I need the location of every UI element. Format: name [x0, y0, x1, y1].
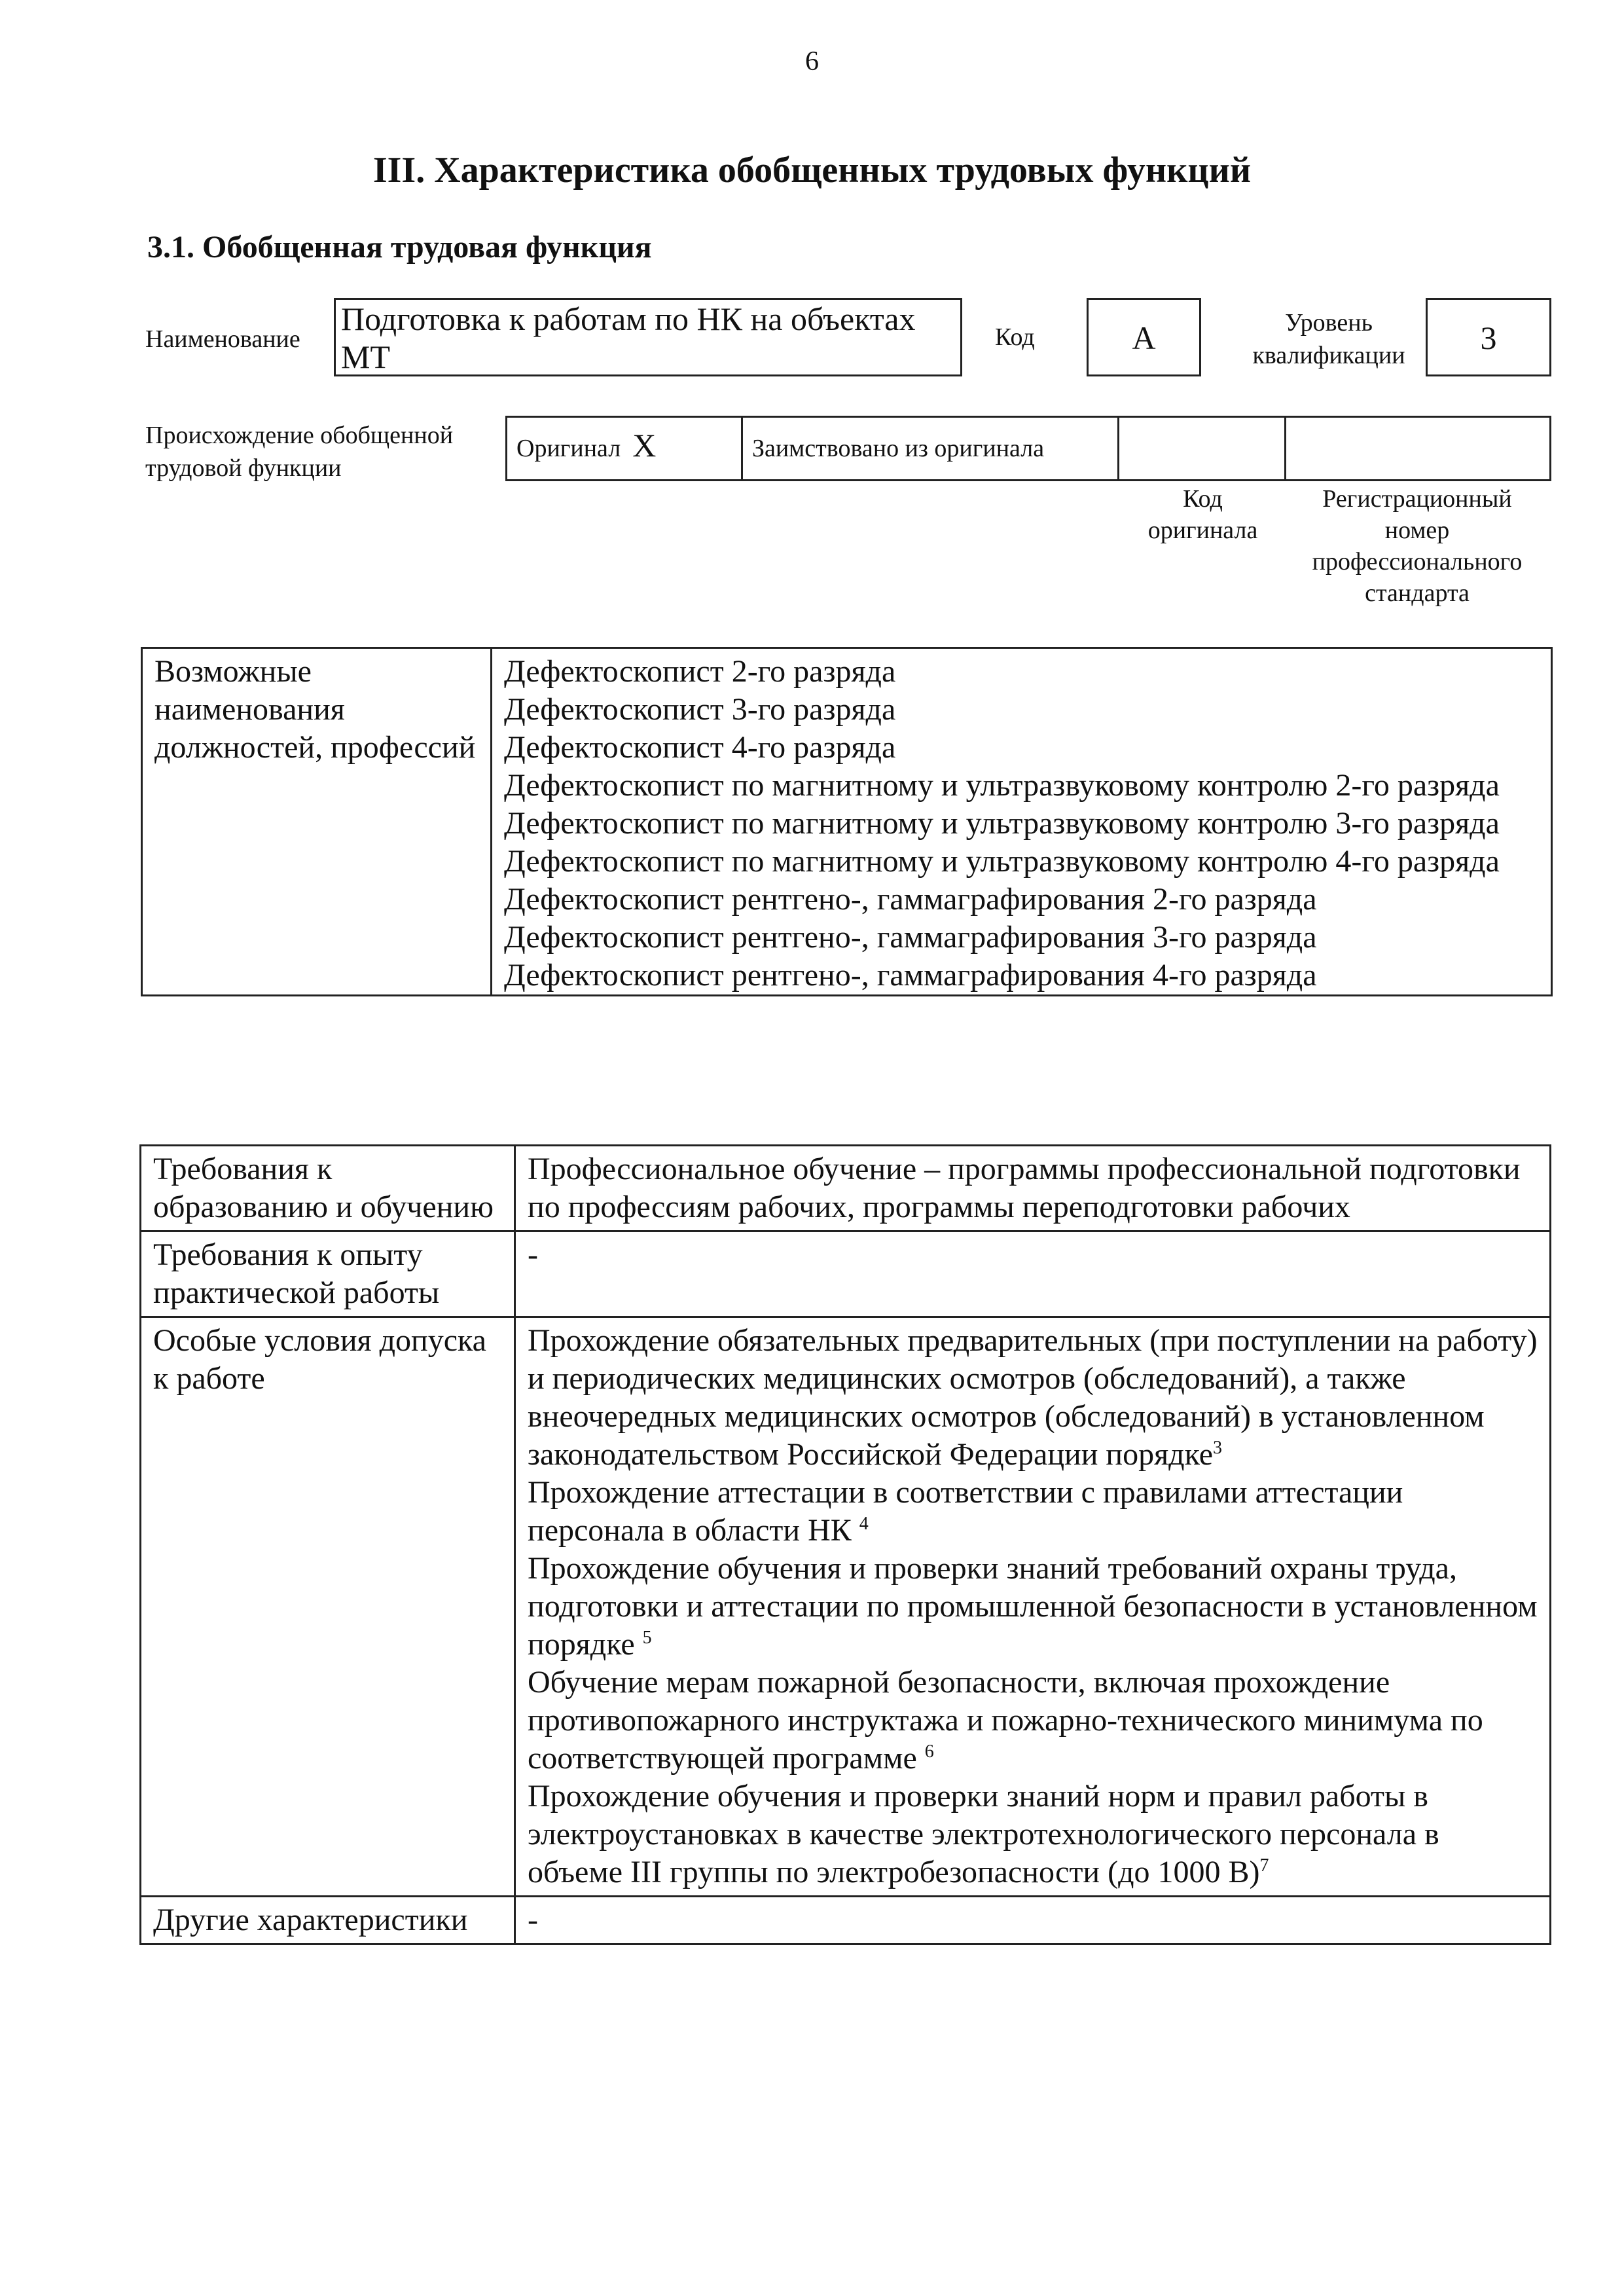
- position-item: Дефектоскопист по магнитному и ультразвуковому контролю 3-го разряда: [504, 806, 1500, 841]
- position-item: Дефектоскопист по магнитному и ультразвуковому контролю 4-го разряда: [504, 844, 1500, 879]
- origin-table: [505, 416, 1551, 481]
- positions-table: [141, 647, 1553, 996]
- other-value: -: [515, 1897, 1551, 1944]
- reg-caption-3: профессионального: [1312, 548, 1523, 575]
- special-item: [528, 1777, 1538, 1891]
- level-value: 3: [1480, 319, 1497, 356]
- origin-label: [145, 419, 505, 484]
- position-item: Дефектоскопист 3-го разряда: [504, 692, 896, 727]
- section-title: III. Характеристика обобщенных трудовых функций: [372, 150, 1252, 191]
- code-label: Код: [995, 323, 1035, 351]
- footnote-ref: 3: [1213, 1438, 1222, 1458]
- reg-caption-2: номер: [1384, 517, 1450, 544]
- footnote-ref: 6: [924, 1741, 934, 1762]
- special-item-text: Прохождение обучения и проверки знаний норм и правил работы в электроустановках в качестве электротехнологического персонала в объеме III группы по электробезопасности (до 1000 В): [528, 1779, 1439, 1889]
- subsection-title: 3.1. Обобщенная трудовая функция: [147, 230, 652, 264]
- experience-value: -: [515, 1231, 1551, 1317]
- code-original-caption-2: оригинала: [1147, 517, 1258, 544]
- code-original-cell: [1119, 418, 1286, 479]
- level-label: [1231, 306, 1427, 372]
- origin-label-line-2: трудовой функции: [145, 454, 342, 482]
- reg-caption-4: стандарта: [1365, 579, 1470, 607]
- experience-label: Требования к опыту практической работы: [141, 1231, 515, 1317]
- special-item-text: Прохождение обучения и проверки знаний требований охраны труда, подготовки и аттестации по промышленной безопасности в установленном порядке: [528, 1551, 1538, 1662]
- special-item: [528, 1474, 1538, 1550]
- special-item: [528, 1550, 1538, 1664]
- borrowed-cell: [743, 418, 1119, 479]
- special-item-text: Прохождение обязательных предварительных (при поступлении на работу) и периодических медицинских осмотров (обследований), а также внеочередных медицинских осмотров (обследований) в установленном законодательством Российской Федерации порядке: [528, 1323, 1538, 1472]
- footnote-ref: 4: [859, 1514, 869, 1534]
- education-label: Требования к образованию и обучению: [141, 1146, 515, 1231]
- position-item: Дефектоскопист по магнитному и ультразвуковому контролю 2-го разряда: [504, 768, 1500, 803]
- footnote-ref: 5: [642, 1628, 652, 1648]
- other-label: Другие характеристики: [141, 1897, 515, 1944]
- requirements-table: [139, 1144, 1551, 1945]
- reg-number-cell: [1286, 418, 1549, 479]
- original-mark: X: [632, 427, 657, 464]
- borrowed-label: Заимствовано из оригинала: [752, 435, 1045, 462]
- education-value: Профессиональное обучение – программы профессиональной подготовки по профессиям рабочих, программы переподготовки рабочих: [515, 1146, 1551, 1231]
- special-conditions: [515, 1317, 1551, 1897]
- reg-caption-1: Регистрационный: [1322, 485, 1512, 513]
- special-item: [528, 1664, 1538, 1777]
- position-item: Дефектоскопист 4-го разряда: [504, 730, 896, 765]
- reg-number-caption: [1283, 483, 1551, 609]
- level-label-line-2: квалификации: [1252, 342, 1405, 369]
- code-original-caption-1: Код: [1183, 485, 1223, 513]
- name-value: Подготовка к работам по НК на объектах МТ: [341, 301, 916, 375]
- footnote-ref: 7: [1259, 1855, 1269, 1876]
- page-number: 6: [805, 46, 819, 77]
- code-original-caption: [1119, 483, 1286, 546]
- special-item-text: Обучение мерам пожарной безопасности, включая прохождение противопожарного инструктажа и пожарно-технического минимума по соответствующей программе: [528, 1665, 1483, 1776]
- position-item: Дефектоскопист рентгено-, гаммаграфирования 4-го разряда: [504, 958, 1317, 993]
- level-value-box: [1426, 298, 1551, 376]
- level-label-line-1: Уровень: [1285, 309, 1373, 337]
- code-value: А: [1132, 319, 1156, 356]
- special-item: [528, 1322, 1538, 1474]
- position-item: Дефектоскопист рентгено-, гаммаграфирования 3-го разряда: [504, 920, 1317, 955]
- position-item: Дефектоскопист 2-го разряда: [504, 654, 896, 689]
- position-item: Дефектоскопист рентгено-, гаммаграфирования 2-го разряда: [504, 882, 1317, 917]
- name-label: Наименование: [145, 325, 300, 353]
- special-label: Особые условия допуска к работе: [141, 1317, 515, 1897]
- positions-label: Возможные наименования должностей, профессий: [142, 648, 492, 996]
- name-value-box: [334, 298, 962, 376]
- special-item-text: Прохождение аттестации в соответствии с правилами аттестации персонала в области НК: [528, 1475, 1403, 1548]
- origin-label-line-1: Происхождение обобщенной: [145, 422, 454, 449]
- code-value-box: [1087, 298, 1201, 376]
- original-label: Оригинал: [516, 435, 621, 462]
- positions-list: [492, 648, 1552, 996]
- original-cell: [507, 418, 743, 479]
